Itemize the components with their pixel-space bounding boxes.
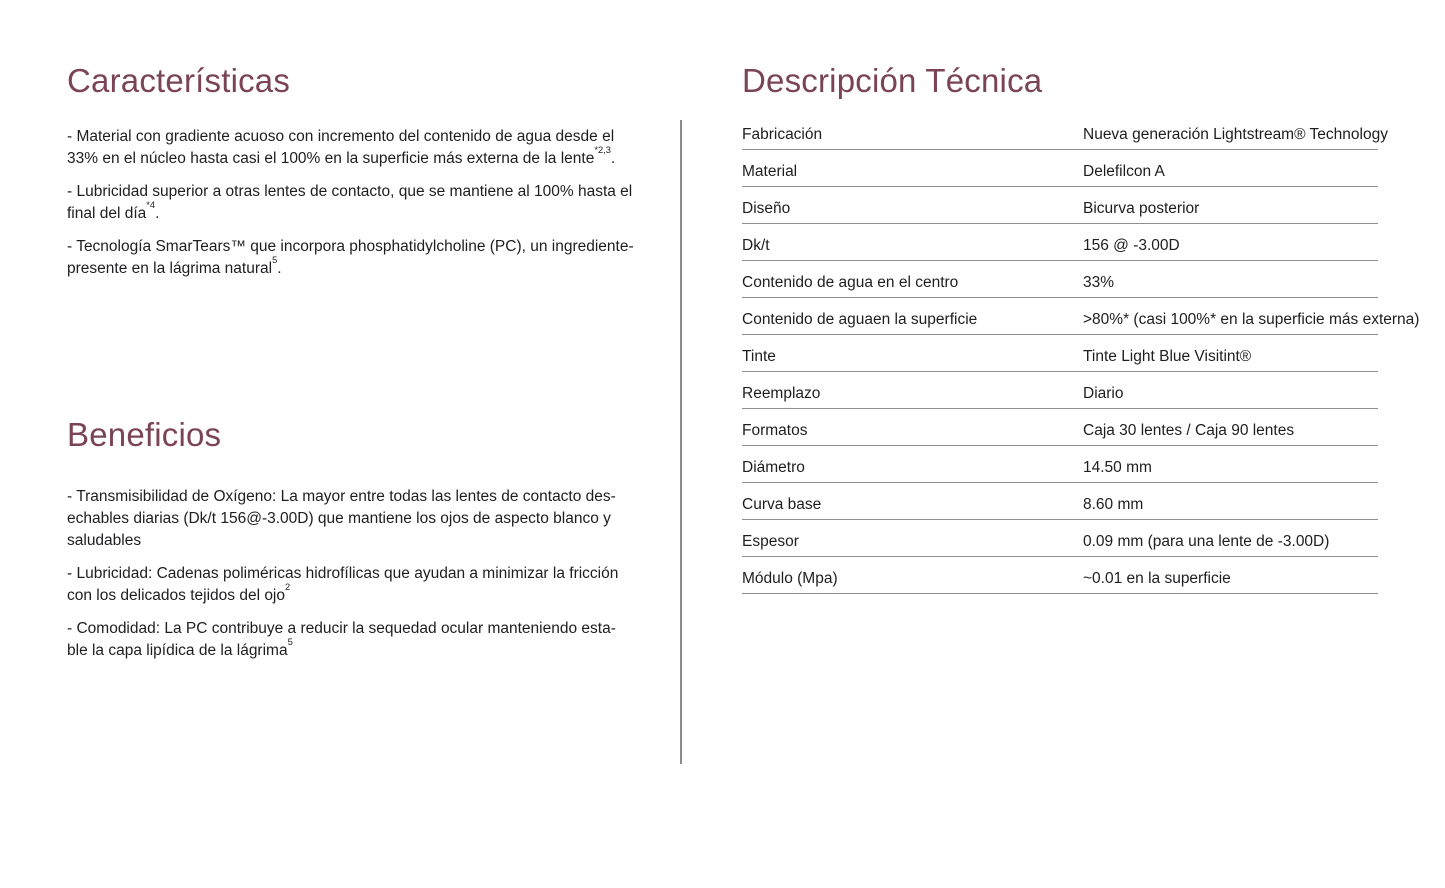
benefits-section-title: Beneficios <box>67 416 222 453</box>
benefit-paragraph: - Comodidad: La PC contribuye a reducir la sequedad ocular manteniendo esta- ble la capa lipídica de la lágrima$^5$ <box>67 620 616 659</box>
spec-label: Tinte <box>742 348 776 365</box>
spec-value: Diario <box>1083 385 1124 402</box>
spec-value: >80%* (casi 100%* en la superficie más externa) <box>1083 311 1420 328</box>
spec-value: 14.50 mm <box>1083 459 1152 476</box>
feature-paragraph: - Tecnología SmarTears™ que incorpora phosphatidylcholine (PC), un ingrediente- presente en la lágrima natural$^5$. <box>67 238 634 277</box>
spec-value: Caja 30 lentes / Caja 90 lentes <box>1083 422 1295 439</box>
spec-label: Curva base <box>742 496 822 513</box>
spec-label: Reemplazo <box>742 385 821 402</box>
spec-label: Dk/t <box>742 237 770 254</box>
spec-row <box>742 335 1378 372</box>
spec-row <box>742 409 1378 446</box>
technical-spec-table <box>742 113 1420 594</box>
benefit-paragraph: - Lubricidad: Cadenas poliméricas hidrofílicas que ayudan a minimizar la fricción con los delicados tejidos del ojo$^2$ <box>67 565 619 604</box>
spec-label: Diámetro <box>742 459 805 476</box>
benefits-paragraphs <box>67 486 687 673</box>
benefit-paragraph: - Transmisibilidad de Oxígeno: La mayor entre todas las lentes de contacto des- echables diarias (Dk/t 156@-3.00D) que mantiene los ojos de aspecto blanco y saludables <box>67 488 616 549</box>
spec-row <box>742 557 1378 594</box>
spec-label: Fabricación <box>742 126 823 143</box>
spec-value: 156 @ -3.00D <box>1083 237 1180 254</box>
spec-value: 8.60 mm <box>1083 496 1144 513</box>
spec-label: Formatos <box>742 422 808 439</box>
spec-value: 33% <box>1083 274 1115 291</box>
spec-value: Bicurva posterior <box>1083 200 1200 217</box>
spec-row <box>742 520 1378 557</box>
features-paragraphs <box>67 126 687 291</box>
spec-value: ~0.01 en la superficie <box>1083 570 1231 587</box>
spec-row <box>742 483 1378 520</box>
spec-value: Nueva generación Lightstream® Technology <box>1083 126 1388 143</box>
spec-row <box>742 446 1378 483</box>
spec-row <box>742 224 1378 261</box>
spec-label: Material <box>742 163 798 180</box>
spec-row <box>742 187 1378 224</box>
spec-row <box>742 150 1378 187</box>
spec-value: 0.09 mm (para una lente de -3.00D) <box>1083 533 1330 550</box>
spec-row <box>742 113 1388 150</box>
features-section-title: Características <box>67 62 291 99</box>
technical-description-title: Descripción Técnica <box>742 62 1043 99</box>
spec-value: Tinte Light Blue Visitint® <box>1083 348 1252 365</box>
feature-paragraph: - Material con gradiente acuoso con incremento del contenido de agua desde el 33% en el núcleo hasta casi el 100% en la superficie más externa de la lente$^{*2,3}$. <box>67 128 616 167</box>
spec-label: Diseño <box>742 200 791 217</box>
spec-value: Delefilcon A <box>1083 163 1165 180</box>
column-divider-line <box>680 120 682 764</box>
spec-row <box>742 372 1378 409</box>
spec-label: Módulo (Mpa) <box>742 570 838 587</box>
spec-row <box>742 261 1378 298</box>
spec-label: Espesor <box>742 533 799 550</box>
spec-label: Contenido de aguaen la superficie <box>742 311 978 328</box>
feature-paragraph: - Lubricidad superior a otras lentes de contacto, que se mantiene al 100% hasta el final del día$^{*4}$. <box>67 183 633 222</box>
spec-row <box>742 298 1420 335</box>
spec-label: Contenido de agua en el centro <box>742 274 959 291</box>
